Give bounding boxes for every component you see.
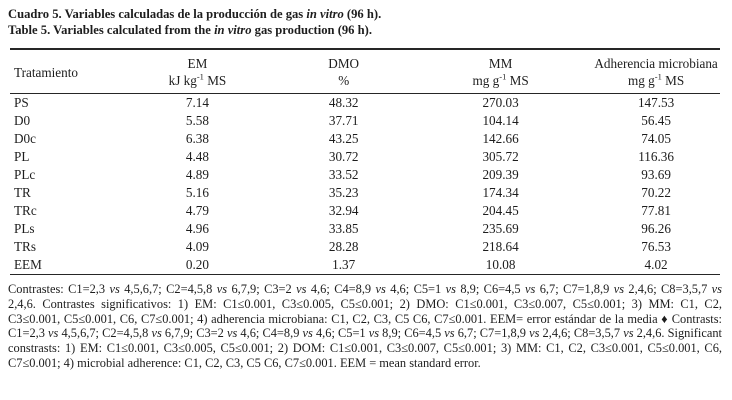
value-cell: 1.37 bbox=[332, 257, 356, 272]
value-cell: 10.08 bbox=[485, 257, 516, 272]
table-row-pl bbox=[10, 148, 720, 166]
value-cell: 174.34 bbox=[482, 185, 519, 200]
value-cell: 0.20 bbox=[185, 257, 209, 272]
table-title-es: Cuadro 5. Variables calculadas de la producción de gas in vitro (96 h). bbox=[8, 7, 382, 21]
value-cell: 270.03 bbox=[482, 95, 519, 110]
table-body bbox=[10, 94, 720, 275]
table-header bbox=[10, 49, 720, 94]
value-cell: 56.45 bbox=[641, 113, 671, 128]
value-cell: 30.72 bbox=[328, 149, 359, 164]
value-cell: 5.16 bbox=[185, 185, 209, 200]
value-cell: 96.26 bbox=[641, 221, 671, 236]
value-cell: 77.81 bbox=[641, 203, 671, 218]
treatment-cell: TRc bbox=[14, 203, 37, 218]
treatment-cell: TRs bbox=[14, 239, 36, 254]
value-cell: 4.09 bbox=[185, 239, 209, 254]
table-row-tr bbox=[10, 184, 720, 202]
value-cell: 142.66 bbox=[482, 131, 519, 146]
value-cell: 235.69 bbox=[482, 221, 519, 236]
value-cell: 35.23 bbox=[328, 185, 359, 200]
value-cell: 33.85 bbox=[328, 221, 359, 236]
value-cell: 4.79 bbox=[185, 203, 209, 218]
value-cell: 74.05 bbox=[641, 131, 671, 146]
column-header-em: EM kJ $kg^{-1}$ MS bbox=[117, 49, 279, 94]
value-cell: 32.94 bbox=[328, 203, 359, 218]
column-header-mm: MM mg $g^{-1}$ MS bbox=[409, 49, 592, 94]
value-cell: 4.89 bbox=[185, 167, 209, 182]
table-row-d0c bbox=[10, 130, 720, 148]
treatment-cell: D0 bbox=[14, 113, 31, 128]
value-cell: 4.02 bbox=[644, 257, 668, 272]
treatment-cell: PL bbox=[14, 149, 30, 164]
table-row-trs bbox=[10, 238, 720, 256]
value-cell: 218.64 bbox=[482, 239, 519, 254]
value-cell: 76.53 bbox=[641, 239, 671, 254]
table-row-pls bbox=[10, 220, 720, 238]
value-cell: 204.45 bbox=[482, 203, 519, 218]
value-cell: 70.22 bbox=[641, 185, 671, 200]
value-cell: 48.32 bbox=[328, 95, 359, 110]
header-row bbox=[10, 49, 720, 94]
column-header-tratamiento: Tratamiento bbox=[10, 49, 117, 94]
value-cell: 7.14 bbox=[185, 95, 209, 110]
value-cell: 37.71 bbox=[328, 113, 359, 128]
value-cell: 6.38 bbox=[185, 131, 209, 146]
table-row-ps bbox=[10, 94, 720, 113]
value-cell: 209.39 bbox=[482, 167, 519, 182]
value-cell: 305.72 bbox=[482, 149, 519, 164]
table-row-trc bbox=[10, 202, 720, 220]
value-cell: 43.25 bbox=[328, 131, 359, 146]
value-cell: 116.36 bbox=[638, 149, 674, 164]
treatment-cell: TR bbox=[14, 185, 31, 200]
table-row-eem bbox=[10, 256, 720, 275]
value-cell: 33.52 bbox=[328, 167, 359, 182]
treatment-cell: PLs bbox=[14, 221, 35, 236]
treatment-cell: PS bbox=[14, 95, 29, 110]
column-header-adherencia-microbiana: Adherencia microbiana mg $g^{-1}$ MS bbox=[592, 49, 720, 94]
value-cell: 28.28 bbox=[328, 239, 359, 254]
column-header-dmo: DMO % bbox=[278, 49, 409, 94]
table-title-en: Table 5. Variables calculated from the in vitro gas production (96 h). bbox=[8, 23, 372, 37]
table-row-d0 bbox=[10, 112, 720, 130]
value-cell: 147.53 bbox=[637, 95, 675, 110]
value-cell: 4.96 bbox=[185, 221, 209, 236]
table-footnote: Contrastes: C1=2,3 vs 4,5,6,7; C2=4,5,8 vs 6,7,9; C3=2 vs 4,6; C4=8,9 vs 4,6; C5=1 vs 8,9; C6=4,5 vs 6,7; C7=1,8,9 vs 2,4,6; C8=3,5,7 vs 2,4,6. Contrastes significativos: 1) EM: C1≤0.001, C3≤0.005, C5≤0.001; 2) DMO: C1≤0.001, C3≤0.007, C5≤0.001; 3) MM: C1, C2, C3≤0.001, C5≤0.001, C6, C7≤0.001; 4) adherencia microbiana: C1, C2, C3, C5 C6, C7≤0.001. EEM= error estándar de la media ♦ Contrasts: C1=2,3 vs 4,5,6,7; C2=4,5,8 vs 6,7,9; C3=2 vs 4,6; C4=8,9 vs 4,6; C5=1 vs 8,9; C6=4,5 vs 6,7; C7=1,8,9 vs 2,4,6; C8=3,5,7 vs 2,4,6. Significant constrasts: 1) EM: C1≤0.001, C3≤0.005, C5≤0.001; 2) DOM: C1≤0.001, C3≤0.007, C5≤0.001; 3) MM: C1, C2, C3≤0.001, C5≤0.001, C6, C7≤0.001; 4) microbial adherence: C1, C2, C3, C5 C6, C7≤0.001. EEM = mean standard error. bbox=[8, 282, 722, 370]
table-caption bbox=[0, 0, 732, 38]
value-cell: 93.69 bbox=[641, 167, 671, 182]
treatment-cell: D0c bbox=[14, 131, 36, 146]
data-table bbox=[10, 48, 720, 275]
treatment-cell: PLc bbox=[14, 167, 36, 182]
value-cell: 104.14 bbox=[482, 113, 519, 128]
value-cell: 5.58 bbox=[185, 113, 209, 128]
treatment-cell: EEM bbox=[14, 257, 42, 272]
value-cell: 4.48 bbox=[185, 149, 209, 164]
table-row-plc bbox=[10, 166, 720, 184]
